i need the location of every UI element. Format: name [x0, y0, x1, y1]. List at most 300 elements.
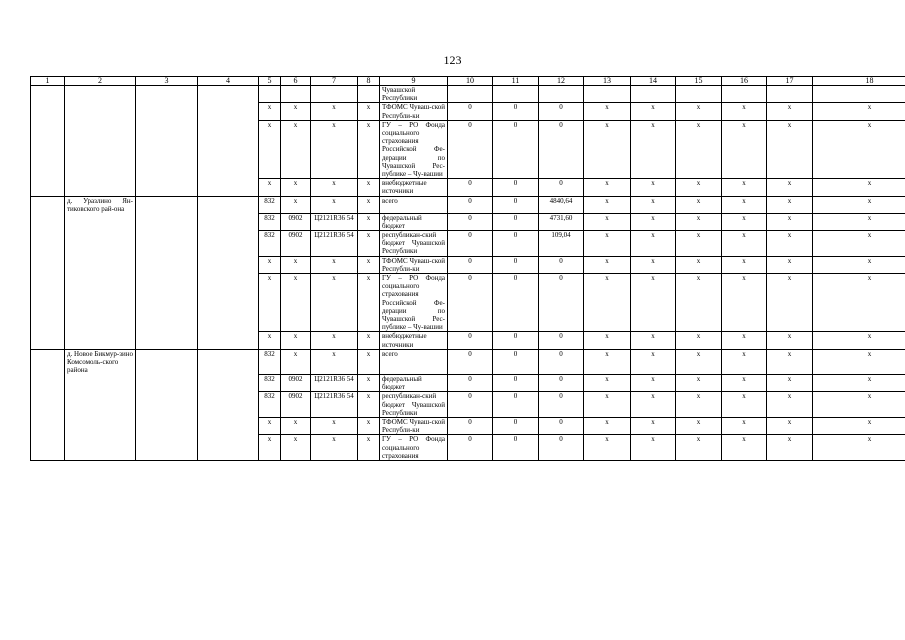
column-header-3: 3	[136, 77, 198, 86]
value-cell-col-12: 4731,60	[539, 213, 584, 230]
value-cell-col-7: x	[311, 256, 358, 273]
value-cell-col-16: x	[722, 120, 767, 178]
value-cell-col-5: 832	[259, 392, 281, 418]
empty-cell	[198, 273, 259, 331]
value-cell-col-10: 0	[448, 213, 493, 230]
value-cell-col-5: 832	[259, 374, 281, 391]
value-cell-col-14: x	[631, 392, 676, 418]
value-cell-col-18: x	[813, 374, 905, 391]
value-cell-col-15: x	[676, 392, 722, 418]
empty-cell	[136, 332, 198, 349]
value-cell-col-17: x	[767, 120, 813, 178]
value-cell-col-6: x	[281, 349, 311, 374]
value-cell-col-13: x	[584, 332, 631, 349]
value-cell-col-5: x	[259, 179, 281, 196]
value-cell-col-16: x	[722, 230, 767, 256]
value-cell-col-13: x	[584, 103, 631, 120]
value-cell-col-7	[311, 86, 358, 103]
value-cell-col-15: x	[676, 417, 722, 434]
value-cell-col-15: x	[676, 435, 722, 461]
value-cell-col-11: 0	[493, 256, 539, 273]
value-cell-col-8: x	[358, 213, 380, 230]
value-cell-col-12: 0	[539, 179, 584, 196]
settlement-name-cell	[65, 273, 136, 331]
column-header-13: 13	[584, 77, 631, 86]
row-number-cell	[31, 103, 65, 120]
value-cell-col-6: x	[281, 273, 311, 331]
row-number-cell	[31, 392, 65, 418]
table-row	[31, 374, 905, 391]
column-header-18: 18	[813, 77, 905, 86]
value-cell-col-11: 0	[493, 179, 539, 196]
value-cell-col-10: 0	[448, 120, 493, 178]
value-cell-col-13: x	[584, 273, 631, 331]
column-header-16: 16	[722, 77, 767, 86]
value-cell-col-11: 0	[493, 196, 539, 213]
value-cell-col-7: x	[311, 349, 358, 374]
value-cell-col-11: 0	[493, 230, 539, 256]
settlement-name-cell: д. Уразлино Ян-тиковского рай-она	[65, 196, 136, 213]
settlement-name-cell	[65, 230, 136, 256]
value-cell-col-17: x	[767, 213, 813, 230]
value-cell-col-13	[584, 86, 631, 103]
value-cell-col-8: x	[358, 120, 380, 178]
settlement-name-cell	[65, 374, 136, 391]
value-cell-col-5: x	[259, 332, 281, 349]
value-cell-col-11: 0	[493, 349, 539, 374]
value-cell-col-17: x	[767, 196, 813, 213]
value-cell-col-17: x	[767, 103, 813, 120]
funding-source-cell: внебюджетные источники	[380, 179, 448, 196]
row-number-cell	[31, 230, 65, 256]
value-cell-col-14: x	[631, 179, 676, 196]
value-cell-col-11: 0	[493, 332, 539, 349]
column-header-10: 10	[448, 77, 493, 86]
settlement-name-cell	[65, 213, 136, 230]
value-cell-col-16: x	[722, 179, 767, 196]
empty-cell	[198, 256, 259, 273]
column-header-5: 5	[259, 77, 281, 86]
value-cell-col-6: 0902	[281, 213, 311, 230]
value-cell-col-10: 0	[448, 374, 493, 391]
value-cell-col-10: 0	[448, 103, 493, 120]
value-cell-col-12: 0	[539, 349, 584, 374]
settlement-name-cell	[65, 120, 136, 178]
value-cell-col-5	[259, 86, 281, 103]
value-cell-col-7: x	[311, 332, 358, 349]
funding-source-cell: всего	[380, 196, 448, 213]
value-cell-col-10: 0	[448, 417, 493, 434]
value-cell-col-15: x	[676, 256, 722, 273]
value-cell-col-17: x	[767, 374, 813, 391]
value-cell-col-6: x	[281, 417, 311, 434]
empty-cell	[198, 179, 259, 196]
value-cell-col-16: x	[722, 273, 767, 331]
value-cell-col-13: x	[584, 349, 631, 374]
empty-cell	[198, 435, 259, 461]
value-cell-col-11: 0	[493, 103, 539, 120]
value-cell-col-14: x	[631, 273, 676, 331]
settlement-name-cell	[65, 392, 136, 418]
value-cell-col-12: 0	[539, 417, 584, 434]
value-cell-col-11	[493, 86, 539, 103]
value-cell-col-16: x	[722, 392, 767, 418]
value-cell-col-5: x	[259, 120, 281, 178]
value-cell-col-10: 0	[448, 435, 493, 461]
value-cell-col-11: 0	[493, 417, 539, 434]
settlement-name-cell	[65, 86, 136, 103]
settlement-name-cell	[65, 179, 136, 196]
value-cell-col-17: x	[767, 256, 813, 273]
value-cell-col-5: x	[259, 273, 281, 331]
value-cell-col-13: x	[584, 120, 631, 178]
value-cell-col-18: x	[813, 435, 905, 461]
column-header-9: 9	[380, 77, 448, 86]
value-cell-col-12: 0	[539, 392, 584, 418]
row-number-cell	[31, 213, 65, 230]
funding-source-cell: федеральный бюджет	[380, 213, 448, 230]
value-cell-col-10	[448, 86, 493, 103]
budget-table	[30, 76, 905, 461]
row-number-cell	[31, 417, 65, 434]
value-cell-col-14: x	[631, 374, 676, 391]
value-cell-col-16: x	[722, 374, 767, 391]
table-row	[31, 179, 905, 196]
empty-cell	[198, 120, 259, 178]
value-cell-col-12: 0	[539, 273, 584, 331]
empty-cell	[136, 417, 198, 434]
funding-source-cell: ТФОМС Чуваш-ской Республи-ки	[380, 417, 448, 434]
value-cell-col-8	[358, 86, 380, 103]
value-cell-col-13: x	[584, 417, 631, 434]
funding-source-cell: республикан-ский бюджет Чувашской Республики	[380, 230, 448, 256]
value-cell-col-15: x	[676, 349, 722, 374]
value-cell-col-7: x	[311, 120, 358, 178]
table-row	[31, 213, 905, 230]
value-cell-col-7: x	[311, 196, 358, 213]
value-cell-col-15: x	[676, 120, 722, 178]
empty-cell	[198, 230, 259, 256]
value-cell-col-17: x	[767, 417, 813, 434]
value-cell-col-13: x	[584, 196, 631, 213]
value-cell-col-8: x	[358, 374, 380, 391]
value-cell-col-6	[281, 86, 311, 103]
table-body	[31, 86, 905, 461]
column-header-6: 6	[281, 77, 311, 86]
column-header-7: 7	[311, 77, 358, 86]
value-cell-col-16: x	[722, 213, 767, 230]
value-cell-col-7: x	[311, 435, 358, 461]
header-row	[31, 77, 905, 86]
value-cell-col-13: x	[584, 213, 631, 230]
value-cell-col-15: x	[676, 196, 722, 213]
value-cell-col-15: x	[676, 332, 722, 349]
value-cell-col-5: x	[259, 417, 281, 434]
value-cell-col-13: x	[584, 435, 631, 461]
value-cell-col-7: Ц2121R36 54	[311, 213, 358, 230]
table-row	[31, 256, 905, 273]
column-header-8: 8	[358, 77, 380, 86]
table-row	[31, 332, 905, 349]
value-cell-col-12: 0	[539, 103, 584, 120]
value-cell-col-18: x	[813, 120, 905, 178]
table-row	[31, 349, 905, 374]
empty-cell	[136, 230, 198, 256]
funding-source-cell: ГУ – РО Фонда социального страхования Российской Фе-дерации по Чувашской Рес-публике – Чу-вашии	[380, 120, 448, 178]
value-cell-col-6: x	[281, 196, 311, 213]
value-cell-col-15	[676, 86, 722, 103]
value-cell-col-17: x	[767, 435, 813, 461]
value-cell-col-7: x	[311, 103, 358, 120]
row-number-cell	[31, 349, 65, 374]
value-cell-col-8: x	[358, 273, 380, 331]
empty-cell	[198, 374, 259, 391]
table-row	[31, 392, 905, 418]
value-cell-col-12: 0	[539, 374, 584, 391]
value-cell-col-16: x	[722, 256, 767, 273]
value-cell-col-11: 0	[493, 435, 539, 461]
row-number-cell	[31, 196, 65, 213]
value-cell-col-8: x	[358, 196, 380, 213]
value-cell-col-12: 0	[539, 435, 584, 461]
value-cell-col-10: 0	[448, 230, 493, 256]
table-row	[31, 86, 905, 103]
value-cell-col-6: 0902	[281, 392, 311, 418]
empty-cell	[136, 86, 198, 103]
value-cell-col-8: x	[358, 256, 380, 273]
value-cell-col-14: x	[631, 120, 676, 178]
value-cell-col-14: x	[631, 103, 676, 120]
value-cell-col-10: 0	[448, 349, 493, 374]
row-number-cell	[31, 179, 65, 196]
column-header-17: 17	[767, 77, 813, 86]
value-cell-col-6: x	[281, 103, 311, 120]
value-cell-col-16: x	[722, 349, 767, 374]
value-cell-col-13: x	[584, 374, 631, 391]
value-cell-col-5: 832	[259, 349, 281, 374]
value-cell-col-6: x	[281, 332, 311, 349]
value-cell-col-8: x	[358, 349, 380, 374]
settlement-name-cell	[65, 256, 136, 273]
row-number-cell	[31, 86, 65, 103]
value-cell-col-13: x	[584, 230, 631, 256]
value-cell-col-15: x	[676, 230, 722, 256]
value-cell-col-16: x	[722, 417, 767, 434]
value-cell-col-14: x	[631, 196, 676, 213]
empty-cell	[136, 374, 198, 391]
value-cell-col-17: x	[767, 349, 813, 374]
settlement-name-cell	[65, 332, 136, 349]
empty-cell	[198, 392, 259, 418]
column-header-15: 15	[676, 77, 722, 86]
value-cell-col-6: x	[281, 435, 311, 461]
value-cell-col-13: x	[584, 256, 631, 273]
value-cell-col-11: 0	[493, 120, 539, 178]
empty-cell	[198, 196, 259, 213]
empty-cell	[198, 213, 259, 230]
table-row	[31, 417, 905, 434]
settlement-name-cell	[65, 103, 136, 120]
value-cell-col-18: x	[813, 103, 905, 120]
table-row	[31, 230, 905, 256]
value-cell-col-17	[767, 86, 813, 103]
value-cell-col-12: 109,04	[539, 230, 584, 256]
value-cell-col-7: x	[311, 179, 358, 196]
value-cell-col-8: x	[358, 435, 380, 461]
value-cell-col-10: 0	[448, 256, 493, 273]
value-cell-col-5: 832	[259, 196, 281, 213]
value-cell-col-16	[722, 86, 767, 103]
funding-source-cell: федеральный бюджет	[380, 374, 448, 391]
value-cell-col-16: x	[722, 196, 767, 213]
value-cell-col-14: x	[631, 332, 676, 349]
value-cell-col-11: 0	[493, 392, 539, 418]
value-cell-col-12: 0	[539, 332, 584, 349]
column-header-2: 2	[65, 77, 136, 86]
value-cell-col-18	[813, 86, 905, 103]
value-cell-col-8: x	[358, 179, 380, 196]
value-cell-col-13: x	[584, 179, 631, 196]
value-cell-col-5: x	[259, 256, 281, 273]
value-cell-col-18: x	[813, 179, 905, 196]
settlement-name-cell: д. Новое Бикмур-зино Комсомоль-ского района	[65, 349, 136, 374]
funding-source-cell: ТФОМС Чуваш-ской Республи-ки	[380, 256, 448, 273]
value-cell-col-5: x	[259, 103, 281, 120]
value-cell-col-14: x	[631, 256, 676, 273]
page-number: 123	[443, 53, 462, 67]
value-cell-col-12	[539, 86, 584, 103]
empty-cell	[136, 273, 198, 331]
value-cell-col-18: x	[813, 230, 905, 256]
table-row	[31, 120, 905, 178]
row-number-cell	[31, 374, 65, 391]
row-number-cell	[31, 435, 65, 461]
value-cell-col-16: x	[722, 332, 767, 349]
value-cell-col-18: x	[813, 213, 905, 230]
value-cell-col-15: x	[676, 273, 722, 331]
empty-cell	[136, 256, 198, 273]
value-cell-col-8: x	[358, 392, 380, 418]
value-cell-col-7: Ц2121R36 54	[311, 392, 358, 418]
value-cell-col-10: 0	[448, 196, 493, 213]
value-cell-col-18: x	[813, 392, 905, 418]
value-cell-col-17: x	[767, 179, 813, 196]
column-header-4: 4	[198, 77, 259, 86]
funding-source-cell: ТФОМС Чуваш-ской Республи-ки	[380, 103, 448, 120]
value-cell-col-10: 0	[448, 179, 493, 196]
value-cell-col-6: 0902	[281, 374, 311, 391]
value-cell-col-17: x	[767, 332, 813, 349]
value-cell-col-18: x	[813, 196, 905, 213]
empty-cell	[198, 103, 259, 120]
value-cell-col-10: 0	[448, 332, 493, 349]
value-cell-col-15: x	[676, 179, 722, 196]
table-row	[31, 273, 905, 331]
empty-cell	[198, 417, 259, 434]
empty-cell	[136, 179, 198, 196]
funding-source-cell: ГУ – РО Фонда социального страхования	[380, 435, 448, 461]
column-header-11: 11	[493, 77, 539, 86]
empty-cell	[136, 435, 198, 461]
value-cell-col-12: 4840,64	[539, 196, 584, 213]
value-cell-col-11: 0	[493, 213, 539, 230]
value-cell-col-14: x	[631, 417, 676, 434]
value-cell-col-7: x	[311, 417, 358, 434]
value-cell-col-12: 0	[539, 256, 584, 273]
column-header-12: 12	[539, 77, 584, 86]
value-cell-col-8: x	[358, 417, 380, 434]
value-cell-col-17: x	[767, 392, 813, 418]
empty-cell	[136, 103, 198, 120]
empty-cell	[198, 332, 259, 349]
empty-cell	[136, 120, 198, 178]
settlement-name-cell	[65, 435, 136, 461]
table-row	[31, 196, 905, 213]
value-cell-col-8: x	[358, 230, 380, 256]
value-cell-col-11: 0	[493, 273, 539, 331]
value-cell-col-14: x	[631, 213, 676, 230]
value-cell-col-18: x	[813, 273, 905, 331]
column-header-14: 14	[631, 77, 676, 86]
value-cell-col-5: 832	[259, 213, 281, 230]
empty-cell	[136, 392, 198, 418]
value-cell-col-18: x	[813, 256, 905, 273]
empty-cell	[136, 196, 198, 213]
value-cell-col-11: 0	[493, 374, 539, 391]
value-cell-col-14: x	[631, 230, 676, 256]
value-cell-col-7: Ц2121R36 54	[311, 374, 358, 391]
value-cell-col-6: x	[281, 120, 311, 178]
table-row	[31, 103, 905, 120]
value-cell-col-6: x	[281, 179, 311, 196]
value-cell-col-15: x	[676, 374, 722, 391]
row-number-cell	[31, 120, 65, 178]
row-number-cell	[31, 332, 65, 349]
value-cell-col-10: 0	[448, 273, 493, 331]
value-cell-col-8: x	[358, 332, 380, 349]
value-cell-col-5: 832	[259, 230, 281, 256]
value-cell-col-14	[631, 86, 676, 103]
funding-source-cell: внебюджетные источники	[380, 332, 448, 349]
value-cell-col-13: x	[584, 392, 631, 418]
value-cell-col-5: x	[259, 435, 281, 461]
value-cell-col-12: 0	[539, 120, 584, 178]
value-cell-col-18: x	[813, 332, 905, 349]
value-cell-col-8: x	[358, 103, 380, 120]
value-cell-col-14: x	[631, 349, 676, 374]
table-row	[31, 435, 905, 461]
value-cell-col-6: 0902	[281, 230, 311, 256]
value-cell-col-18: x	[813, 417, 905, 434]
value-cell-col-16: x	[722, 435, 767, 461]
funding-source-cell: всего	[380, 349, 448, 374]
row-number-cell	[31, 256, 65, 273]
value-cell-col-17: x	[767, 230, 813, 256]
empty-cell	[136, 213, 198, 230]
column-header-1: 1	[31, 77, 65, 86]
empty-cell	[136, 349, 198, 374]
empty-cell	[198, 349, 259, 374]
funding-source-cell: ГУ – РО Фонда социального страхования Российской Фе-дерации по Чувашской Рес-публике – Чу-вашии	[380, 273, 448, 331]
value-cell-col-14: x	[631, 435, 676, 461]
value-cell-col-7: Ц2121R36 54	[311, 230, 358, 256]
funding-source-cell: республикан-ский бюджет Чувашской Республики	[380, 392, 448, 418]
settlement-name-cell	[65, 417, 136, 434]
empty-cell	[198, 86, 259, 103]
funding-source-cell: Чувашской Республики	[380, 86, 448, 103]
value-cell-col-10: 0	[448, 392, 493, 418]
value-cell-col-6: x	[281, 256, 311, 273]
